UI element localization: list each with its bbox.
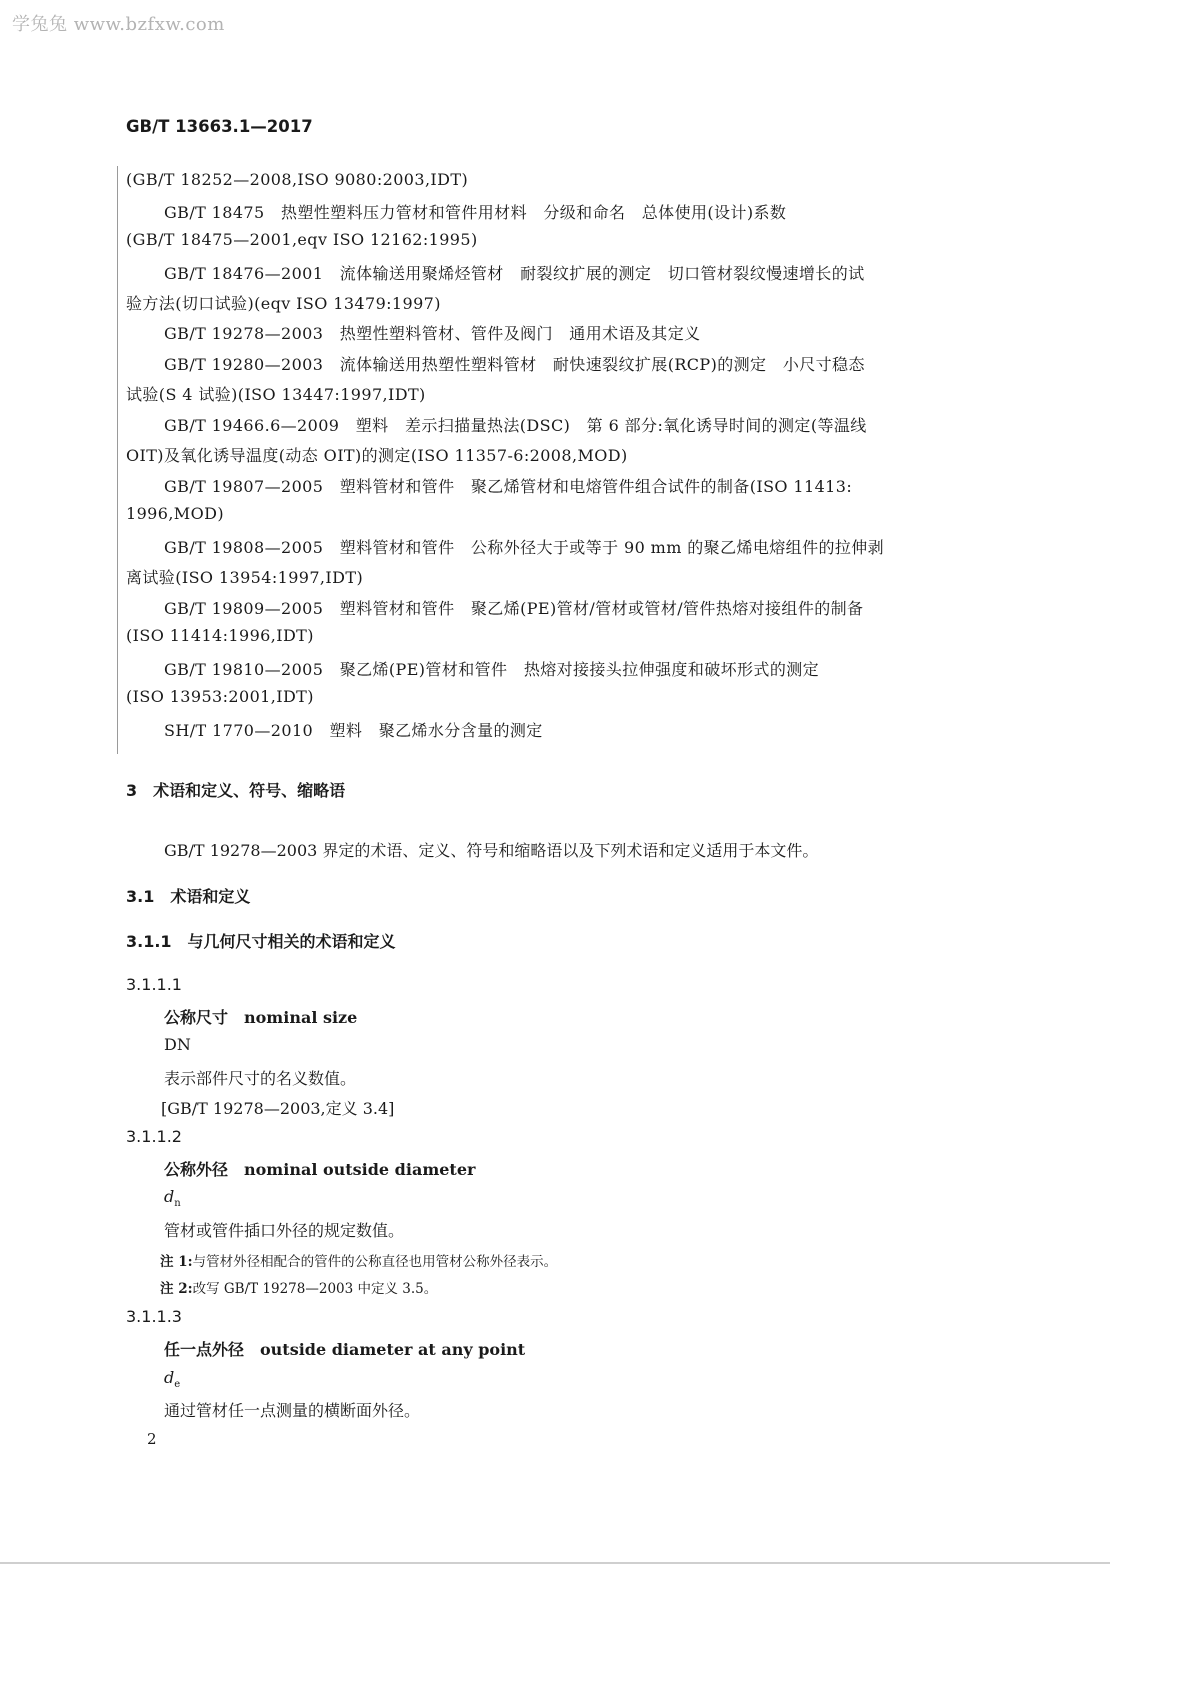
reference-line: GB/T 19808—2005 塑料管材和管件 公称外径大于或等于 90 mm 的聚乙烯电熔组件的拉伸剥 xyxy=(164,538,885,557)
term-definition: 表示部件尺寸的名义数值。 xyxy=(164,1069,357,1088)
term-definition: 管材或管件插口外径的规定数值。 xyxy=(164,1221,405,1240)
reference-line: GB/T 18475 热塑性塑料压力管材和管件用材料 分级和命名 总体使用(设计)系数 xyxy=(164,203,787,222)
reference-line: GB/T 19280—2003 流体输送用热塑性塑料管材 耐快速裂纹扩展(RCP)的测定 小尺寸稳态 xyxy=(164,355,865,374)
term-title: 公称外径 nominal outside diameter xyxy=(164,1160,476,1179)
reference-line: GB/T 19278—2003 热塑性塑料管材、管件及阀门 通用术语及其定义 xyxy=(164,324,701,343)
page-bottom-rule xyxy=(0,1562,1110,1564)
term-note: 注 1:与管材外径相配合的管件的公称直径也用管材公称外径表示。 xyxy=(160,1254,558,1270)
reference-line: GB/T 19809—2005 塑料管材和管件 聚乙烯(PE)管材/管材或管材/管件热熔对接组件的制备 xyxy=(164,599,864,618)
reference-line: 1996,MOD) xyxy=(126,504,224,523)
term-symbol: $d_n$ xyxy=(164,1187,181,1210)
term-number: 3.1.1.2 xyxy=(126,1127,182,1146)
reference-line: GB/T 19466.6—2009 塑料 差示扫描量热法(DSC) 第 6 部分:氧化诱导时间的测定(等温线 xyxy=(164,416,867,435)
section-intro: GB/T 19278—2003 界定的术语、定义、符号和缩略语以及下列术语和定义适用于本文件。 xyxy=(164,841,819,860)
reference-line: GB/T 19807—2005 塑料管材和管件 聚乙烯管材和电熔管件组合试件的制备(ISO 11413: xyxy=(164,477,853,496)
section-heading: 3 术语和定义、符号、缩略语 xyxy=(126,781,346,800)
term-symbol: $d_e$ xyxy=(164,1368,181,1391)
subsubsection-heading: 3.1.1 与几何尺寸相关的术语和定义 xyxy=(126,932,396,951)
reference-line: GB/T 18476—2001 流体输送用聚烯烃管材 耐裂纹扩展的测定 切口管材裂纹慢速增长的试 xyxy=(164,264,865,283)
page-number: 2 xyxy=(147,1430,157,1448)
term-source: [GB/T 19278—2003,定义 3.4] xyxy=(161,1099,395,1118)
reference-line: (GB/T 18252—2008,ISO 9080:2003,IDT) xyxy=(126,170,469,189)
reference-line: 验方法(切口试验)(eqv ISO 13479:1997) xyxy=(126,294,441,313)
term-number: 3.1.1.3 xyxy=(126,1307,182,1326)
term-note: 注 2:改写 GB/T 19278—2003 中定义 3.5。 xyxy=(160,1281,438,1297)
term-title: 公称尺寸 nominal size xyxy=(164,1008,358,1027)
reference-line: (GB/T 18475—2001,eqv ISO 12162:1995) xyxy=(126,230,478,249)
reference-line: GB/T 19810—2005 聚乙烯(PE)管材和管件 热熔对接接头拉伸强度和破坏形式的测定 xyxy=(164,660,820,679)
change-bar xyxy=(117,166,118,754)
document-id: GB/T 13663.1—2017 xyxy=(126,117,313,136)
term-title: 任一点外径 outside diameter at any point xyxy=(164,1340,526,1359)
term-definition: 通过管材任一点测量的横断面外径。 xyxy=(164,1401,421,1420)
term-symbol: DN xyxy=(164,1035,191,1054)
reference-line: SH/T 1770—2010 塑料 聚乙烯水分含量的测定 xyxy=(164,721,543,740)
reference-line: (ISO 13953:2001,IDT) xyxy=(126,687,314,706)
reference-line: (ISO 11414:1996,IDT) xyxy=(126,626,314,645)
subsection-heading: 3.1 术语和定义 xyxy=(126,887,251,906)
term-number: 3.1.1.1 xyxy=(126,975,182,994)
reference-line: 离试验(ISO 13954:1997,IDT) xyxy=(126,568,364,587)
reference-line: 试验(S 4 试验)(ISO 13447:1997,IDT) xyxy=(126,385,426,404)
reference-line: OIT)及氧化诱导温度(动态 OIT)的测定(ISO 11357-6:2008,MOD) xyxy=(126,446,628,465)
watermark: 学兔兔 www.bzfxw.com xyxy=(12,14,225,35)
